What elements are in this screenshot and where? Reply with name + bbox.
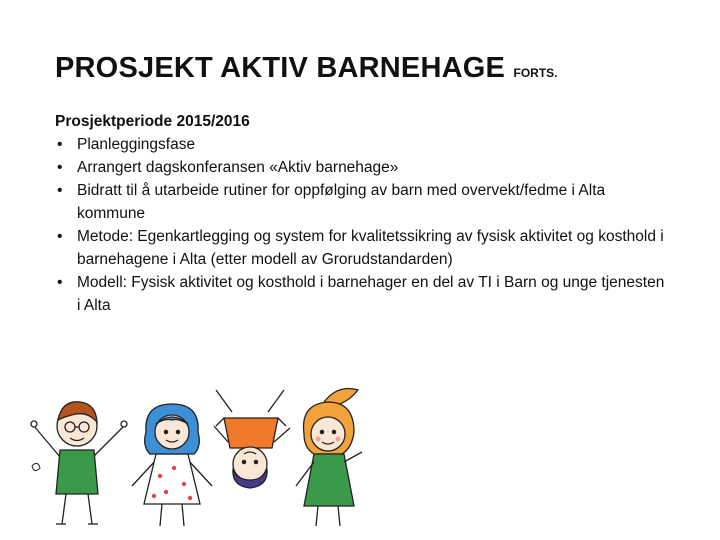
project-period-heading: Prosjektperiode 2015/2016 xyxy=(55,113,250,130)
bullet-marker: • xyxy=(57,159,63,176)
list-item xyxy=(55,225,670,271)
bullet-list xyxy=(55,133,670,317)
child-boy-glasses-illustration xyxy=(31,402,127,524)
list-item xyxy=(55,271,670,317)
child-girl-blue-hair-illustration xyxy=(132,404,212,526)
list-item-text: Modell: Fysisk aktivitet og kosthold i barnehager en del av TI i Barn og unge tjenesten i Alta xyxy=(77,274,665,314)
slide-title-main: PROSJEKT AKTIV BARNEHAGE xyxy=(55,52,506,84)
child-handstand-illustration xyxy=(214,390,290,488)
slide-content xyxy=(55,110,670,317)
bullet-marker: • xyxy=(57,274,63,291)
bullet-marker: • xyxy=(57,182,63,199)
list-item-text: Bidratt til å utarbeide rutiner for oppfølging av barn med overvekt/fedme i Alta kommune xyxy=(77,182,606,222)
list-item xyxy=(55,156,670,179)
slide-title-suffix: FORTS. xyxy=(513,66,558,80)
list-item-text: Arrangert dagskonferansen «Aktiv barnehage» xyxy=(77,159,399,176)
bullet-marker: • xyxy=(57,136,63,153)
child-girl-orange-hair-illustration xyxy=(296,389,362,527)
list-item-text: Planleggingsfase xyxy=(77,136,196,153)
bullet-marker: • xyxy=(57,228,63,245)
list-item-text: Metode: Egenkartlegging og system for kvalitetssikring av fysisk aktivitet og kosthold i barnehagene i Alta (etter modell av Grorudstandarden) xyxy=(77,228,664,268)
swirl-doodle-icon xyxy=(32,463,40,470)
list-item xyxy=(55,133,670,156)
list-item xyxy=(55,179,670,225)
slide-title xyxy=(55,52,558,85)
children-playing-illustration xyxy=(28,382,364,530)
